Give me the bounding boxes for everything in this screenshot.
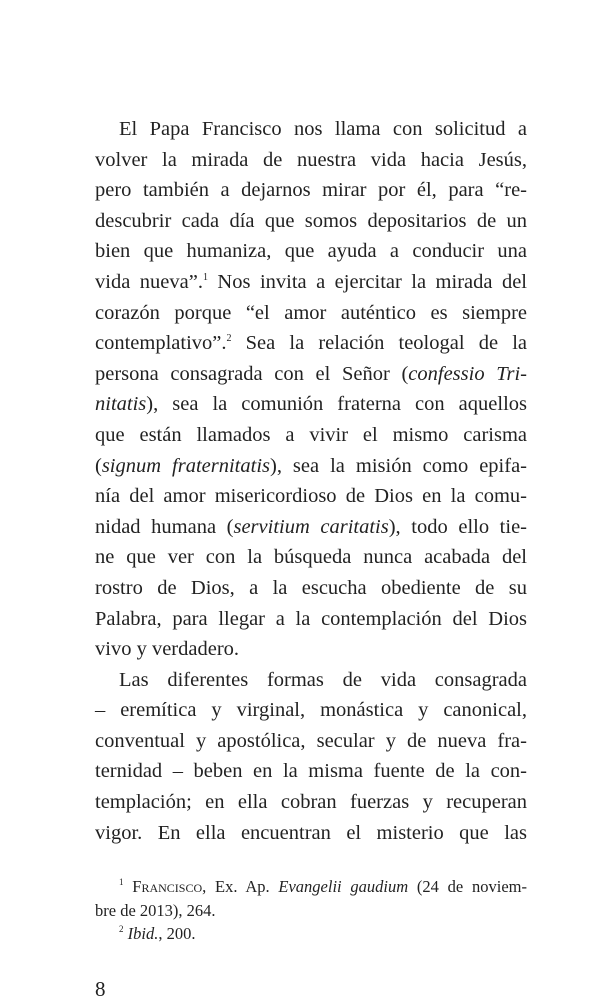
text-segment: ( [95, 454, 102, 477]
text-line [95, 389, 527, 420]
page-column [95, 114, 527, 1002]
italic-text: Ibid. [127, 924, 159, 944]
footnote-marker: 2 [226, 333, 232, 345]
text-segment: Sea la relación teologal de la [231, 332, 527, 355]
text-segment: nía del amor misericordioso de Dios en la comu- [95, 485, 527, 508]
text-line [95, 573, 527, 604]
text-segment: – eremítica y virginal, monástica y canonical, [95, 699, 527, 722]
text-segment: vivo y verdadero. [95, 638, 240, 661]
text-segment: persona consagrada con el Señor ( [95, 362, 409, 385]
text-segment: ne que ver con la búsqueda nunca acabada del [95, 546, 527, 569]
text-line [95, 512, 527, 543]
text-line [95, 665, 527, 696]
text-line [95, 451, 527, 482]
text-line [95, 481, 527, 512]
footnotes [95, 875, 527, 946]
text-line [95, 695, 527, 726]
text-segment: corazón porque “el amor auténtico es siempre [95, 301, 527, 324]
text-segment: vigor. En ella encuentran el misterio que las [95, 821, 527, 844]
text-segment: (24 de noviem- [408, 877, 527, 897]
text-line [95, 114, 527, 145]
text-line [95, 206, 527, 237]
text-segment: volver la mirada de nuestra vida hacia Jesús, [95, 148, 527, 171]
text-segment: bien que humaniza, que ayuda a conducir una [95, 240, 527, 263]
text-segment: Las diferentes formas de vida consagrada [119, 668, 527, 691]
text-line [95, 604, 527, 635]
text-line [95, 359, 527, 390]
text-segment: El Papa Francisco nos llama con solicitud a [119, 118, 527, 140]
footnote-line [95, 922, 527, 946]
text-segment: nidad humana ( [95, 515, 234, 538]
footnote-line [95, 899, 527, 923]
text-segment: que están llamados a vivir el mismo carisma [95, 423, 527, 446]
text-line [95, 542, 527, 573]
text-segment: , 200. [158, 924, 196, 944]
italic-text: servitium caritatis [233, 515, 389, 538]
text-segment: Nos invita a ejercitar la mirada del [207, 270, 527, 293]
text-line [95, 236, 527, 267]
page-number: 8 [95, 976, 106, 1001]
text-segment: rostro de Dios, a la escucha obediente de su [95, 576, 527, 599]
italic-text: Evangelii gaudium [278, 877, 409, 897]
footnote-marker: 1 [202, 271, 208, 283]
text-line [95, 787, 527, 818]
text-segment: vida nueva”. [95, 270, 203, 293]
footnote-marker: 1 [119, 877, 124, 888]
text-line [95, 267, 527, 298]
text-segment: ), sea la comunión fraterna con aquellos [146, 393, 527, 416]
text-segment: contemplativo”. [95, 332, 227, 355]
text-segment: pero también a dejarnos mirar por él, para “re- [95, 179, 527, 202]
text-segment: descubrir cada día que somos depositarios de un [95, 209, 527, 232]
text-segment: ternidad – beben en la misma fuente de la con- [95, 760, 527, 783]
text-segment [124, 877, 133, 896]
body-text [95, 114, 527, 848]
italic-text: signum fraternitatis [101, 454, 270, 477]
text-line [95, 818, 527, 849]
text-segment: Palabra, para llegar a la contemplación del Dios [95, 607, 527, 630]
footnote-marker: 2 [119, 924, 124, 935]
text-line [95, 634, 527, 665]
text-segment: Francisco [132, 877, 203, 897]
text-segment: ), sea la misión como epifa- [270, 454, 527, 477]
text-line [95, 726, 527, 757]
text-line [95, 756, 527, 787]
text-segment: bre de 2013), 264. [95, 900, 216, 920]
text-line [95, 328, 527, 359]
text-segment: templación; en ella cobran fuerzas y recuperan [95, 791, 527, 814]
text-segment: conventual y apostólica, secular y de nueva fra- [95, 729, 527, 752]
italic-text: confessio Tri- [408, 362, 527, 385]
text-line [95, 145, 527, 176]
footnote-line [95, 875, 527, 899]
text-line [95, 420, 527, 451]
text-line [95, 175, 527, 206]
text-line [95, 298, 527, 329]
text-segment: , Ex. Ap. [202, 877, 279, 897]
text-segment: ), todo ello tie- [388, 515, 528, 538]
italic-text: nitatis [95, 393, 147, 416]
